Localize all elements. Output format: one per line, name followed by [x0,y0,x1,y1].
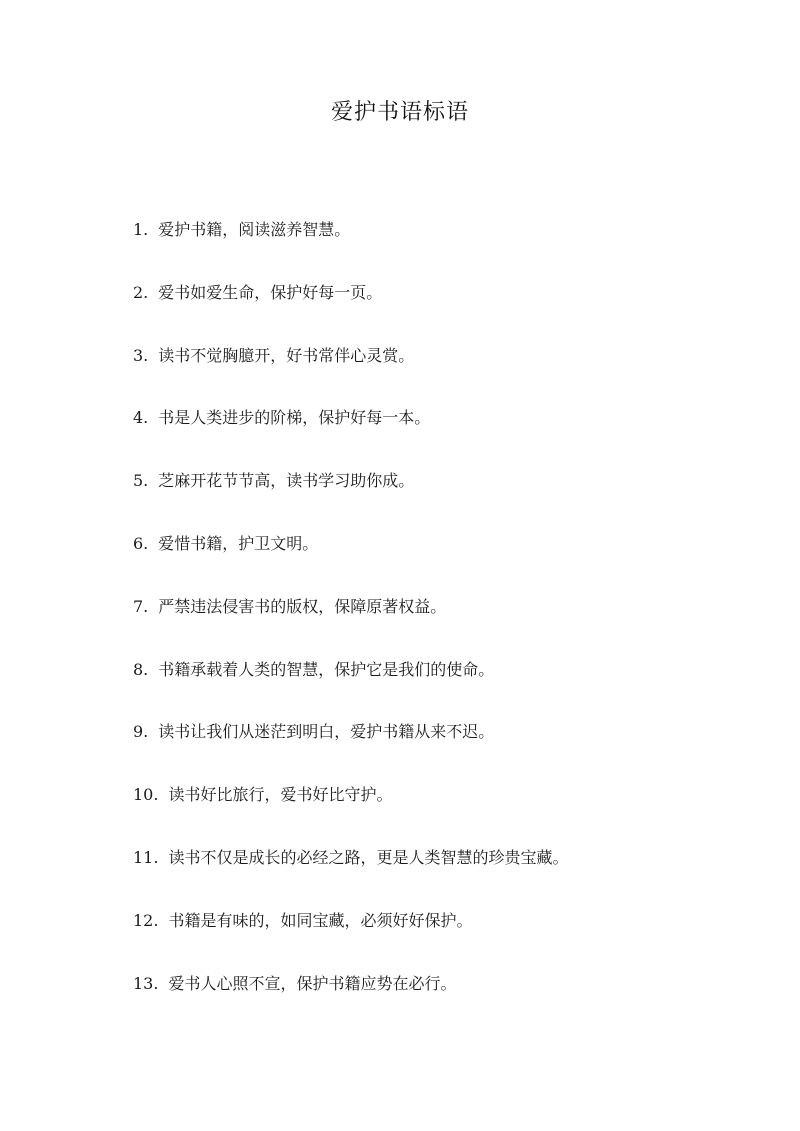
item-text: 读书不仅是成长的必经之路，更是人类智慧的珍贵宝藏。 [168,847,569,867]
page-title: 爱护书语标语 [330,100,469,125]
item-text: 爱护书籍，阅读滋养智慧。 [158,220,351,239]
item-number: 1. [133,220,149,239]
list-item [133,215,753,278]
list-item [133,843,753,906]
list-item [133,592,753,655]
item-number: 7. [133,596,149,616]
item-number: 13. [133,973,159,993]
item-text: 读书不觉胸臆开，好书常伴心灵赏。 [158,345,415,365]
item-text: 爱书如爱生命，保护好每一页。 [158,282,383,302]
item-text: 书籍是有味的，如同宝藏，必须好好保护。 [168,910,473,930]
item-text: 严禁违法侵害书的版权，保障原著权益。 [158,596,447,616]
list-item [133,278,753,341]
list-item [133,466,753,529]
item-text: 读书好比旅行，爱书好比守护。 [168,785,393,805]
list-item [133,655,753,718]
slogan-list [133,215,753,1031]
item-number: 3. [133,345,149,365]
list-item [133,969,753,1032]
list-item [133,403,753,466]
item-number: 10. [133,785,159,805]
list-item [133,717,753,780]
item-number: 2. [133,282,149,302]
list-item [133,906,753,969]
item-number: 12. [133,910,159,930]
list-item [133,780,753,843]
item-text: 书籍承载着人类的智慧，保护它是我们的使命。 [158,659,495,679]
item-text: 爱书人心照不宣，保护书籍应势在必行。 [168,973,457,993]
item-text: 书是人类进步的阶梯，保护好每一本。 [158,408,431,428]
item-text: 爱惜书籍，护卫文明。 [158,533,319,553]
list-item [133,529,753,592]
item-number: 4. [133,408,149,428]
item-number: 9. [133,722,149,742]
item-number: 6. [133,533,149,553]
item-number: 8. [133,659,149,679]
list-item [133,341,753,404]
item-text: 读书让我们从迷茫到明白，爱护书籍从来不迟。 [158,722,495,742]
item-text: 芝麻开花节节高，读书学习助你成。 [158,471,415,491]
item-number: 5. [133,471,149,491]
item-number: 11. [133,847,159,867]
